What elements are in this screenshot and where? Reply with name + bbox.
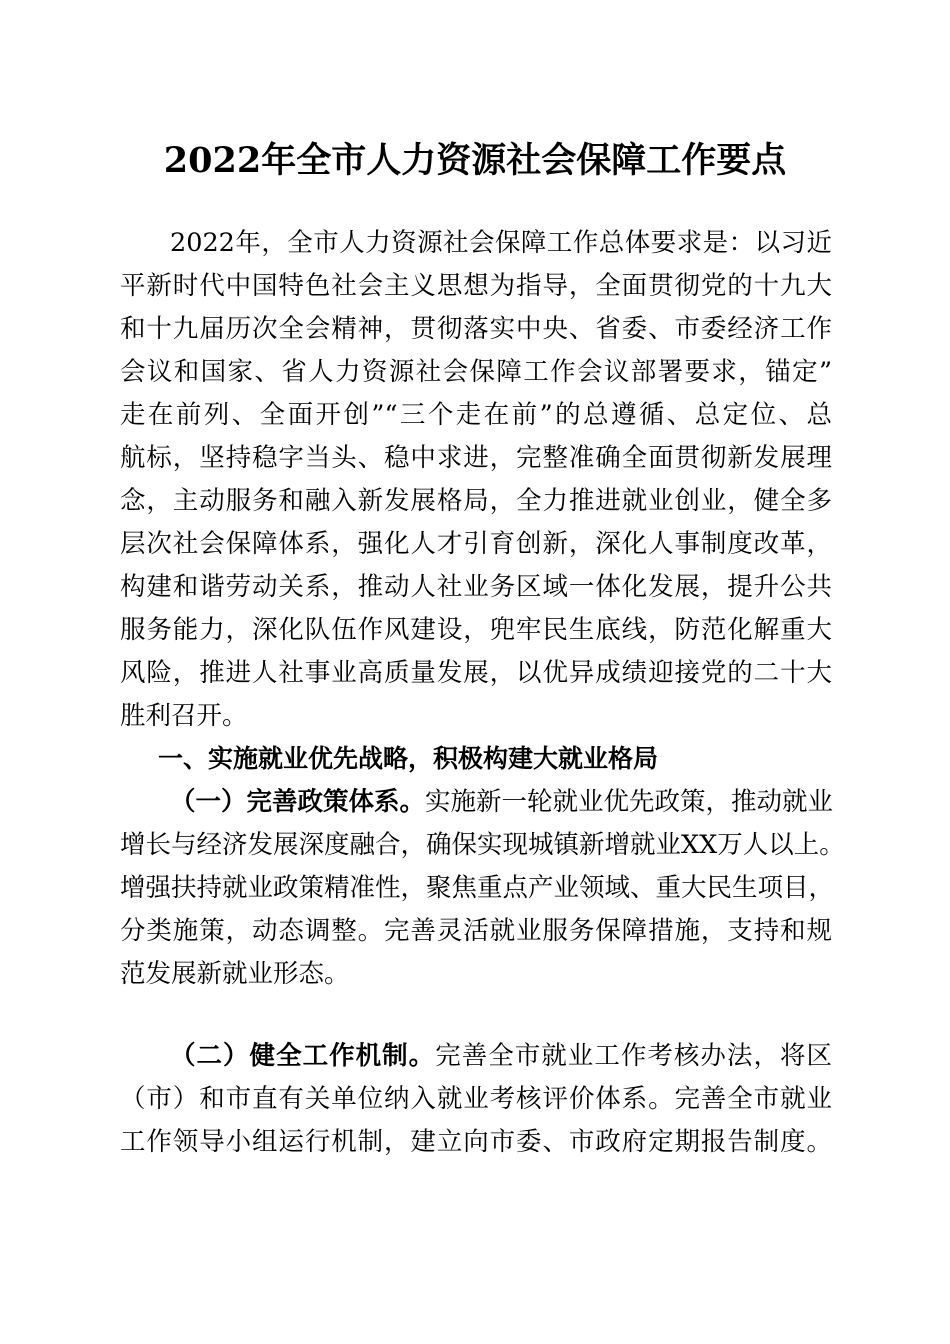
item1-line: 范发展新就业形态。 bbox=[120, 959, 350, 989]
section-heading: 一、实施就业优先战略，积极构建大就业格局 bbox=[158, 744, 659, 773]
item1-first-line bbox=[170, 782, 832, 822]
item2-first-line bbox=[170, 1036, 832, 1076]
intro-line: 层次社会保障体系，强化人才引育创新，深化人事制度改革， bbox=[120, 529, 832, 559]
intro-line: 和十九届历次全会精神，贯彻落实中央、省委、市委经济工作 bbox=[120, 314, 832, 344]
document-title: 2022年全市人力资源社会保障工作要点 bbox=[163, 140, 787, 181]
intro-line: 航标，坚持稳字当头、稳中求进，完整准确全面贯彻新发展理 bbox=[120, 443, 832, 473]
item1-line: 分类施策，动态调整。完善灵活就业服务保障措施，支持和规 bbox=[120, 916, 832, 946]
item1-lead: （一）完善政策体系。 bbox=[170, 787, 426, 817]
item2-line: 工作领导小组运行机制，建立向市委、市政府定期报告制度。 bbox=[120, 1127, 832, 1157]
item2-lead: （二）健全工作机制。 bbox=[170, 1041, 436, 1071]
item1-line: 增长与经济发展深度融合，确保实现城镇新增就业XX万人以上。 bbox=[120, 830, 845, 860]
item2-line: （市）和市直有关单位纳入就业考核评价体系。完善全市就业 bbox=[120, 1084, 832, 1114]
intro-line: 走在前列、全面开创”“三个走在前”的总遵循、总定位、总 bbox=[120, 400, 832, 430]
intro-line: 2022年，全市人力资源社会保障工作总体要求是：以习近 bbox=[170, 228, 832, 258]
intro-line: 念，主动服务和融入新发展格局，全力推进就业创业，健全多 bbox=[120, 486, 832, 516]
intro-line: 胜利召开。 bbox=[120, 701, 248, 731]
intro-line: 风险，推进人社事业高质量发展，以优异成绩迎接党的二十大 bbox=[120, 658, 832, 688]
intro-line: 服务能力，深化队伍作风建设，兜牢民生底线，防范化解重大 bbox=[120, 615, 832, 645]
item1-line: 增强扶持就业政策精准性，聚焦重点产业领域、重大民生项目， bbox=[120, 873, 835, 903]
item1-first-line-text: 实施新一轮就业优先政策，推动就业 bbox=[425, 787, 834, 817]
intro-line: 会议和国家、省人力资源社会保障工作会议部署要求，锚定” bbox=[120, 357, 832, 387]
item2-first-line-text: 完善全市就业工作考核办法，将区 bbox=[435, 1041, 832, 1071]
intro-line: 平新时代中国特色社会主义思想为指导，全面贯彻党的十九大 bbox=[120, 271, 832, 301]
intro-line: 构建和谐劳动关系，推动人社业务区域一体化发展，提升公共 bbox=[120, 572, 832, 602]
